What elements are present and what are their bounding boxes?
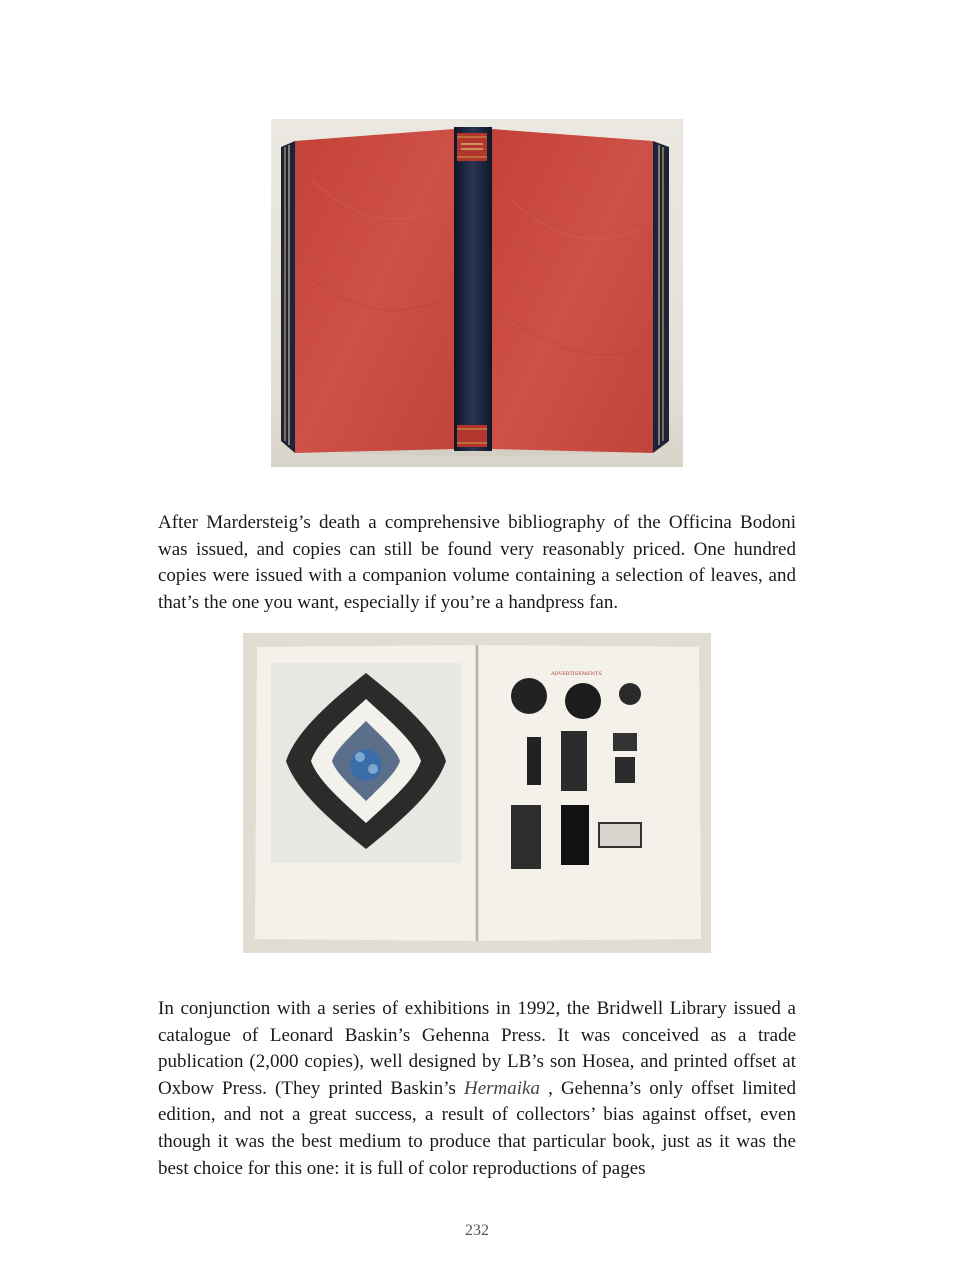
- page-number: 232: [465, 1222, 489, 1239]
- paragraph-text-start: In conjunction with a series of exhibitions in 1992, the Bridwell Library issued a catalogue of Leonard Baskin’s Gehenna Press. It was conceived as a trade publication (2,000 copies), well designed by LB’s son Hosea, and printed offset at Oxbow Press. (They printed Baskin’s: [158, 998, 796, 1099]
- paragraph-text-end: , Gehenna’s only offset limited edition, and not a great success, a result of collectors’ bias against offset, even though it was the best medium to produce that particular book, just as it was the best choice for this one: it is full of color reproductions of pages: [158, 1077, 796, 1179]
- open-volume-image: [243, 633, 711, 953]
- open-volume-photo: [243, 633, 711, 953]
- book-binding-image: [271, 119, 683, 467]
- svg-text:ADVERTISEMENTS: ADVERTISEMENTS: [551, 671, 602, 677]
- paragraph-officina-bodoni: After Mardersteig’s death a comprehensive bibliography of the Officina Bodoni was issued, and copies can still be found very reasonably priced. One hundred copies were issued with a companion volume containing a selection of leaves, and that’s the one you want, especially if you’re a handpress fan.: [158, 512, 796, 613]
- book-title-hermaika: Hermaika: [464, 1077, 540, 1099]
- paragraph-gehenna-press: [158, 996, 796, 1182]
- book-binding-photo: [271, 119, 683, 467]
